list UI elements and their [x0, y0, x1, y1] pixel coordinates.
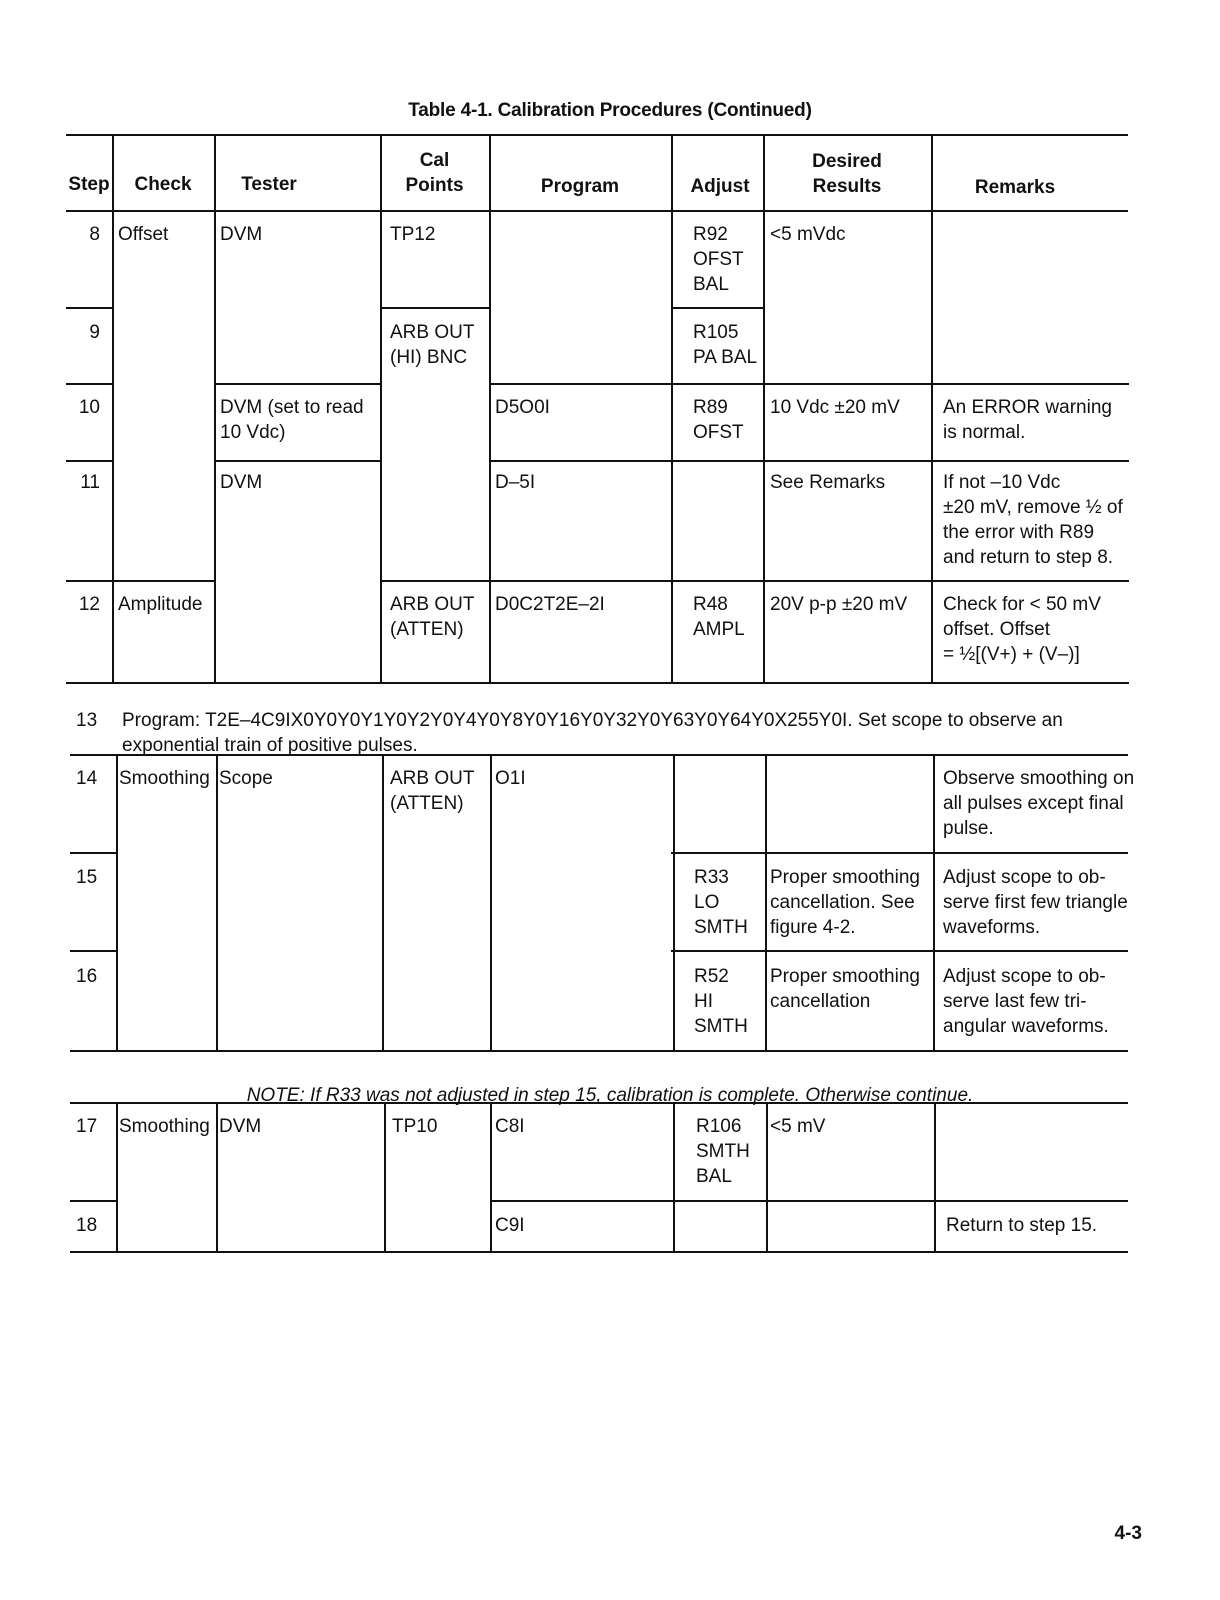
desired-cell: 20V p-p ±20 mV [770, 594, 908, 615]
desired-cell: Proper smoothing cancellation. See figure 4-2. [770, 867, 920, 938]
row-rule [70, 950, 118, 952]
col-divider [765, 754, 767, 1051]
remarks-cell: Check for < 50 mV offset. Offset = ½[(V+) + (V–)] [943, 594, 1101, 665]
step-number: 14 [76, 768, 98, 789]
row-rule [214, 460, 382, 462]
row-rule [70, 1251, 1128, 1253]
row-rule [214, 383, 382, 385]
cal-points-cell: TP12 [390, 224, 436, 245]
adjust-cell: R89 OFST [693, 397, 744, 443]
header-cal-points: Cal Points [405, 150, 464, 196]
desired-cell: <5 mVdc [770, 224, 846, 245]
col-divider [116, 754, 118, 1051]
adjust-cell: R105 PA BAL [693, 322, 758, 368]
row-rule [66, 307, 114, 309]
col-divider [112, 210, 114, 683]
col-divider [671, 210, 673, 683]
remarks-cell: Adjust scope to ob- serve last few tri- angular waveforms. [943, 966, 1109, 1037]
header-check: Check [134, 174, 192, 195]
step-number: 17 [76, 1116, 98, 1137]
row-rule [70, 852, 118, 854]
col-divider [384, 1102, 386, 1252]
header-desired-results: Desired Results [812, 151, 882, 197]
row-rule [380, 580, 1129, 582]
col-divider [380, 210, 382, 683]
col-divider [673, 1102, 675, 1252]
cal-points-cell: ARB OUT (ATTEN) [390, 594, 475, 640]
cal-points-cell: ARB OUT (HI) BNC [390, 322, 475, 368]
adjust-cell: R92 OFST BAL [693, 224, 744, 295]
step-number: 11 [80, 472, 100, 493]
row-rule [70, 754, 1128, 756]
desired-cell: Proper smoothing cancellation [770, 966, 920, 1012]
remarks-cell: Return to step 15. [946, 1215, 1098, 1236]
row-rule [66, 460, 114, 462]
remarks-cell: If not –10 Vdc ±20 mV, remove ½ of the error with R89 and return to step 8. [943, 472, 1123, 568]
row-rule [66, 383, 114, 385]
row-rule [671, 950, 1128, 952]
col-divider [116, 1102, 118, 1252]
col-divider [216, 1102, 218, 1252]
desired-cell: See Remarks [770, 472, 886, 493]
cal-points-cell: ARB OUT (ATTEN) [390, 768, 475, 814]
header-remarks: Remarks [974, 177, 1056, 198]
row-rule [66, 682, 1129, 684]
header-adjust: Adjust [690, 176, 750, 197]
step-number: 10 [78, 397, 100, 418]
col-divider [763, 210, 765, 683]
tester-cell: DVM [220, 224, 263, 245]
row-rule [489, 383, 1129, 385]
col-divider [931, 210, 933, 683]
program-cell: O1I [495, 768, 526, 789]
program-cell: C8I [495, 1116, 525, 1137]
tester-cell: Scope [219, 768, 273, 789]
col-divider [673, 754, 675, 1051]
check-cell: Smoothing [119, 1116, 210, 1137]
row-rule [490, 1200, 1128, 1202]
page-number: 4-3 [1114, 1523, 1142, 1544]
step-number: 12 [78, 594, 100, 615]
program-cell: D0C2T2E–2I [495, 594, 605, 615]
col-divider [214, 210, 216, 683]
check-cell: Smoothing [119, 768, 210, 789]
header-tester: Tester [241, 174, 297, 195]
col-divider [933, 754, 935, 1051]
desired-cell: 10 Vdc ±20 mV [770, 397, 900, 418]
col-divider [490, 754, 492, 1051]
cal-points-cell: TP10 [392, 1116, 438, 1137]
row-rule [70, 1200, 118, 1202]
col-divider [489, 134, 491, 211]
header-step: Step [68, 174, 110, 195]
tester-cell: DVM [220, 472, 263, 493]
row-rule [70, 1102, 1128, 1104]
remarks-cell: An ERROR warning is normal. [943, 397, 1112, 443]
adjust-cell: R106 SMTH BAL [696, 1116, 750, 1187]
check-cell: Offset [118, 224, 169, 245]
tester-cell: DVM (set to read 10 Vdc) [220, 397, 364, 443]
header-program: Program [540, 176, 620, 197]
col-divider [216, 754, 218, 1051]
col-divider [489, 210, 491, 683]
adjust-cell: R48 AMPL [693, 594, 745, 640]
adjust-cell: R33 LO SMTH [694, 867, 748, 938]
col-divider [382, 754, 384, 1051]
program-cell: C9I [495, 1215, 525, 1236]
row-rule [380, 307, 490, 309]
table-top-rule [66, 134, 1128, 136]
col-divider [671, 134, 673, 211]
col-divider [766, 1102, 768, 1252]
step-number: 16 [76, 966, 98, 987]
remarks-cell: Observe smoothing on all pulses except final pulse. [943, 768, 1135, 839]
row-rule [671, 307, 765, 309]
row-rule [489, 460, 1129, 462]
row-rule [70, 1050, 1128, 1052]
col-divider [934, 1102, 936, 1252]
check-cell: Amplitude [118, 594, 203, 615]
program-cell: D5O0I [495, 397, 550, 418]
step-number: 18 [76, 1215, 98, 1236]
remarks-cell: Adjust scope to ob- serve first few triangle waveforms. [943, 867, 1128, 938]
row-rule [66, 580, 216, 582]
header-bottom-rule [66, 210, 1128, 212]
program-instruction: Program: T2E–4C9IX0Y0Y0Y1Y0Y2Y0Y4Y0Y8Y0Y16Y0Y32Y0Y63Y0Y64Y0X255Y0I. Set scope to observe an exponential train of positive pulses. [122, 710, 1063, 756]
step-number: 9 [89, 322, 100, 343]
desired-cell: <5 mV [770, 1116, 826, 1137]
col-divider [490, 1102, 492, 1252]
table-title: Table 4-1. Calibration Procedures (Continued) [408, 100, 812, 121]
row-rule [671, 852, 1128, 854]
step-number: 8 [89, 224, 100, 245]
step-number: 15 [76, 867, 98, 888]
program-cell: D–5I [495, 472, 536, 493]
step-number: 13 [76, 710, 98, 731]
tester-cell: DVM [219, 1116, 262, 1137]
calibration-note: NOTE: If R33 was not adjusted in step 15, calibration is complete. Otherwise continue. [246, 1085, 974, 1106]
adjust-cell: R52 HI SMTH [694, 966, 748, 1037]
